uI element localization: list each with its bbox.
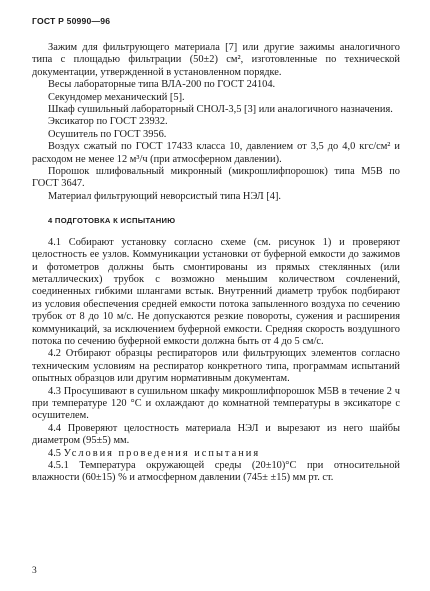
paragraph-4-3: 4.3 Просушивают в сушильном шкафу микрошлифпорошок М5В в течение 2 ч при температуре 120 °С и охлаждают до комнатной температуры в эксикаторе с осушителем. <box>32 385 400 422</box>
paragraph-4-1: 4.1 Собирают установку согласно схеме (см. рисунок 1) и проверяют целостность ее узлов. Коммуникации установки от буферной емкости до зажимов и фотометров должны быть смонтированы из прямых стеклянных (или металлических) трубок с возможно меньшим количеством сочленений, соединенных гибкими шлангами встык. Внутренний диаметр трубок подбирают из условия обеспечения средней емкости потока запыленного воздуха по сечению трубок от 8 до 10 м/с. Не допускаются резкие повороты, сужения и расширения коммуникаций, за исключением буферной емкости. Средняя скорость воздушного потока по сечению буферной емкости должна быть от 4 до 5 см/с. <box>32 236 400 347</box>
section-heading: 4 ПОДГОТОВКА К ИСПЫТАНИЮ <box>48 216 176 226</box>
equipment-item: Секундомер механический [5]. <box>48 91 185 103</box>
equipment-item: Весы лабораторные типа ВЛА-200 по ГОСТ 24104. <box>48 79 276 91</box>
page-number: 3 <box>32 566 37 576</box>
subsection-heading <box>32 448 400 460</box>
equipment-item: Материал фильтрующий неворсистый типа НЭЛ [4]. <box>48 190 282 202</box>
equipment-item: Эксикатор по ГОСТ 23932. <box>48 116 168 128</box>
standard-header: ГОСТ Р 50990—96 <box>32 16 111 26</box>
paragraph-4-4: 4.4 Проверяют целостность материала НЭЛ и вырезают из него шайбы диаметром (95±5) мм. <box>32 422 400 447</box>
subsection-number: 4.5 <box>48 447 61 459</box>
equipment-item: Осушитель по ГОСТ 3956. <box>48 128 167 140</box>
page-body <box>32 42 400 485</box>
equipment-item: Зажим для фильтрующего материала [7] или другие зажимы аналогичного типа с площадью фильтрации (50±2) см², изготовленные по технической документации, утвержденной в установленном порядке. <box>32 42 400 78</box>
subsection-title: Условия проведения испытания <box>63 447 261 459</box>
equipment-item: Шкаф сушильный лабораторный СНОЛ-3,5 [3] или аналогичного назначения. <box>48 104 393 116</box>
paragraph-4-2: 4.2 Отбирают образцы респираторов или фильтрующих элементов согласно техническим условиям на респиратор конкретного типа, программам испытаний опытных образцов или другим нормативным документам. <box>32 348 400 385</box>
paragraph-4-5-1: 4.5.1 Температура окружающей среды (20±10)°С при относительной влажности (60±15) % и атмосферном давлении (745± ±15) мм рт. ст. <box>32 460 400 484</box>
equipment-item: Порошок шлифовальный микронный (микрошлифпорошок) типа М5В по ГОСТ 3647. <box>32 166 400 190</box>
equipment-item: Воздух сжатый по ГОСТ 17433 класса 10, давлением от 3,5 до 4,0 кгс/см² и расходом не менее 12 м³/ч (при атмосферном давлении). <box>32 141 400 165</box>
